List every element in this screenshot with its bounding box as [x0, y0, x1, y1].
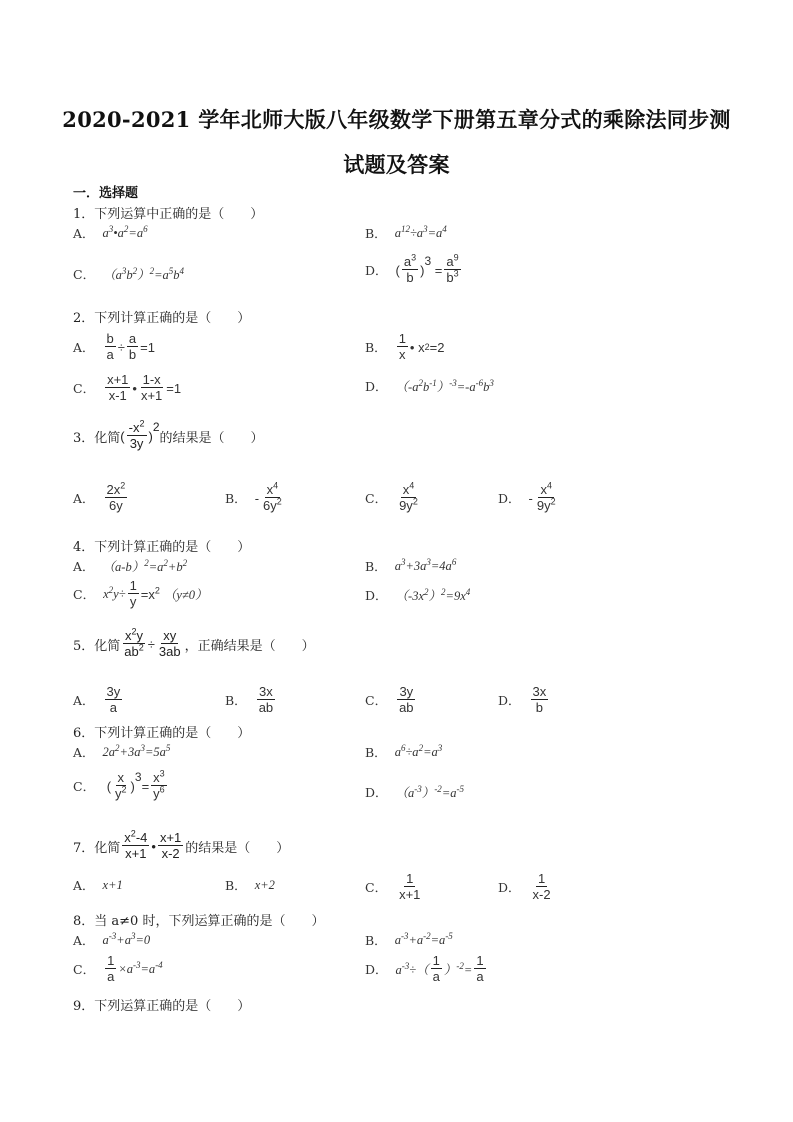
q2-option-a[interactable]	[73, 331, 155, 363]
q1-option-d[interactable]	[365, 254, 463, 286]
question-stem-prefix: 化简	[94, 638, 121, 654]
option-expr: x+2	[254, 877, 275, 892]
option-label: B．	[365, 933, 387, 948]
option-label: C．	[365, 693, 388, 708]
q2-option-c[interactable]	[73, 372, 181, 404]
question-stem: 下列计算正确的是（ ）	[94, 726, 251, 741]
option-label: A．	[73, 878, 95, 893]
option-label: C．	[73, 779, 96, 794]
option-label: A．	[73, 491, 95, 506]
option-expr: $(-3x^2)^2=9x^4$	[395, 586, 471, 603]
option-label: B．	[225, 693, 247, 708]
q7-option-a[interactable]	[73, 876, 123, 894]
question-stem: 下列运算中正确的是（ ）	[94, 207, 264, 222]
question-1	[73, 203, 263, 222]
option-label: D．	[365, 785, 388, 800]
question-7	[73, 830, 289, 862]
q7-option-d[interactable]	[498, 871, 555, 903]
option-label: D．	[498, 693, 521, 708]
section-heading: 一．选择题	[73, 186, 139, 201]
option-label: D．	[365, 379, 388, 394]
option-expr: $\frac{1}{x-2}$	[532, 871, 551, 902]
option-label: B．	[365, 226, 387, 241]
option-expr: $a^{-3}\div$（ $\frac{1}{a}$ ）$^{-2}$= $\frac{1}{a}$	[395, 953, 484, 984]
q6-option-d[interactable]	[365, 783, 464, 801]
question-number: 3．	[73, 430, 95, 446]
option-expr: x+1	[102, 877, 123, 892]
q1-option-c[interactable]	[73, 265, 184, 283]
option-expr: ( $\frac{a^3}{b}$ ) 3 = $\frac{a^9}{b^3}$	[395, 252, 459, 285]
q8-option-a[interactable]	[73, 931, 150, 949]
question-number: 5．	[73, 638, 95, 654]
option-label: B．	[365, 745, 387, 760]
q1-option-a[interactable]	[73, 224, 148, 242]
q6-option-c[interactable]	[73, 770, 169, 802]
q7-option-c[interactable]	[365, 871, 424, 903]
option-expr: $x^2y\div$ $\frac{1}{y}$ $=x^2$ （y≠0）	[103, 578, 208, 609]
option-expr: $\frac{3y}{a}$	[106, 684, 121, 715]
question-stem: 下列计算正确的是（ ）	[94, 311, 251, 326]
option-label: C．	[365, 880, 388, 895]
option-label: B．	[365, 559, 387, 574]
option-label: A．	[73, 745, 95, 760]
document-title-line1: 2020-2021 学年北师大版八年级数学下册第五章分式的乘除法同步测	[62, 107, 731, 132]
q8-option-b[interactable]	[365, 931, 453, 949]
document-title-line2: 试题及答案	[343, 152, 450, 177]
option-label: A．	[73, 559, 95, 574]
option-expr: $a^{-3}+a^{-2}=a^{-5}$	[394, 930, 453, 947]
option-expr: $\frac{3y}{ab}$	[399, 684, 414, 715]
option-label: B．	[225, 491, 247, 506]
q6-option-a[interactable]	[73, 743, 170, 761]
q4-option-a[interactable]	[73, 557, 187, 575]
option-expr: $\frac{b}{a}$ ÷ $\frac{a}{b}$ =1	[106, 331, 155, 362]
option-label: A．	[73, 226, 95, 241]
option-expr: $2a^2+3a^3=5a^5$	[102, 742, 171, 759]
option-expr: $\frac{3x}{b}$	[532, 684, 547, 715]
q5-option-d[interactable]	[498, 684, 550, 716]
q5-option-c[interactable]	[365, 684, 418, 716]
question-stem-suffix: ，正确结果是（ ）	[184, 638, 315, 654]
q3-option-d[interactable]	[498, 482, 560, 514]
question-stem: 下列计算正确的是（ ）	[94, 540, 251, 555]
question-stem: 下列运算正确的是（ ）	[94, 999, 251, 1014]
option-expr: $\frac{1}{x}$ • x 2 =2	[398, 331, 445, 362]
question-number: 4．	[73, 540, 95, 555]
q4-option-c[interactable]	[73, 578, 208, 610]
q1-option-b[interactable]	[365, 224, 447, 242]
option-expr: $(a^3b^2)^2=a^5b^4$	[103, 265, 185, 282]
q4-option-b[interactable]	[365, 557, 456, 575]
q7-option-b[interactable]	[225, 876, 275, 894]
question-number: 2．	[73, 311, 95, 326]
option-label: C．	[73, 381, 96, 396]
option-expr: $(a-b)^2=a^2+b^2$	[102, 557, 188, 574]
option-label: D．	[365, 263, 388, 278]
q8-option-c[interactable]	[73, 953, 163, 985]
option-expr: $a^{-3}+a^3=0$	[102, 930, 151, 947]
question-8	[73, 910, 324, 929]
q5-option-b[interactable]	[225, 684, 277, 716]
question-number: 1．	[73, 207, 95, 222]
option-expr: $\frac{x^4}{9y^2}$	[399, 480, 418, 513]
question-stem-prefix: 化简	[94, 840, 121, 856]
q2-option-d[interactable]	[365, 377, 494, 395]
q6-option-b[interactable]	[365, 743, 442, 761]
option-label: B．	[225, 878, 247, 893]
question-2	[73, 307, 250, 326]
question-9	[73, 995, 250, 1014]
question-stem-prefix: 化简	[94, 430, 121, 446]
q3-option-b[interactable]	[225, 482, 286, 514]
question-stem: 当 a≠0 时，下列运算正确的是（ ）	[94, 914, 325, 929]
option-label: C．	[73, 267, 96, 282]
question-3	[73, 420, 264, 452]
option-expr: - $\frac{x^4}{6y^2}$	[254, 480, 282, 513]
option-expr: $\frac{x+1}{x-1}$ • $\frac{1-x}{x+1}$ =1	[107, 372, 182, 403]
q4-option-d[interactable]	[365, 586, 470, 604]
option-expr: $\frac{1}{x+1}$	[399, 871, 421, 902]
q5-option-a[interactable]	[73, 684, 124, 716]
option-expr: $(a^{-3})^{-2}=a^{-5}$	[395, 783, 464, 800]
option-expr: ( $\frac{x}{y^2}$ ) 3 = $\frac{x^3}{y^6}$	[103, 768, 165, 801]
option-label: B．	[365, 340, 387, 355]
option-label: A．	[73, 933, 95, 948]
option-expr: $a^6\div a^2=a^3$	[394, 742, 443, 759]
question-4	[73, 536, 250, 555]
option-expr: $\frac{3x}{ab}$	[258, 684, 274, 715]
option-label: C．	[365, 491, 388, 506]
question-6	[73, 722, 250, 741]
question-stem-suffix: 的结果是（ ）	[185, 840, 290, 856]
option-expr: $(-a^2b^{-1})^{-3}=-a^{-6}b^3$	[395, 377, 494, 394]
option-label: D．	[498, 880, 521, 895]
option-label: C．	[73, 587, 96, 602]
option-label: D．	[498, 491, 521, 506]
option-expr: $a^3+3a^3=4a^6$	[394, 556, 457, 573]
question-number: 8．	[73, 914, 95, 929]
q2-option-b[interactable]	[365, 331, 444, 363]
option-expr: - $\frac{x^4}{9y^2}$	[528, 480, 556, 513]
option-label: D．	[365, 962, 388, 977]
question-stem-suffix: 的结果是（ ）	[159, 430, 264, 446]
question-number: 6．	[73, 726, 95, 741]
q3-option-a[interactable]	[73, 482, 129, 514]
option-expr: $a^3•a^2=a^6$	[102, 223, 148, 240]
option-label: A．	[73, 693, 95, 708]
q3-option-c[interactable]	[365, 482, 422, 514]
option-label: D．	[365, 588, 388, 603]
q8-option-d[interactable]	[365, 953, 488, 985]
question-expr: $\frac{x^2y}{ab^2}$ ÷ $\frac{xy}{3ab}$	[124, 626, 181, 659]
question-5	[73, 628, 315, 660]
option-label: A．	[73, 340, 95, 355]
option-label: C．	[73, 962, 96, 977]
question-number: 7．	[73, 840, 95, 856]
option-expr: $\frac{2x^2}{6y}$	[106, 480, 126, 513]
question-number: 9．	[73, 999, 95, 1014]
question-expr: $\frac{x^2-4}{x+1}$ • $\frac{x+1}{x-2}$	[124, 828, 182, 861]
question-expr: ( $\frac{-x^2}{3y}$ ) 2	[120, 418, 160, 451]
option-expr: $a^{12}\div a^3=a^4$	[394, 223, 447, 240]
option-expr: $\frac{1}{a}$ $\times a^{-3}=a^{-4}$	[107, 953, 163, 984]
